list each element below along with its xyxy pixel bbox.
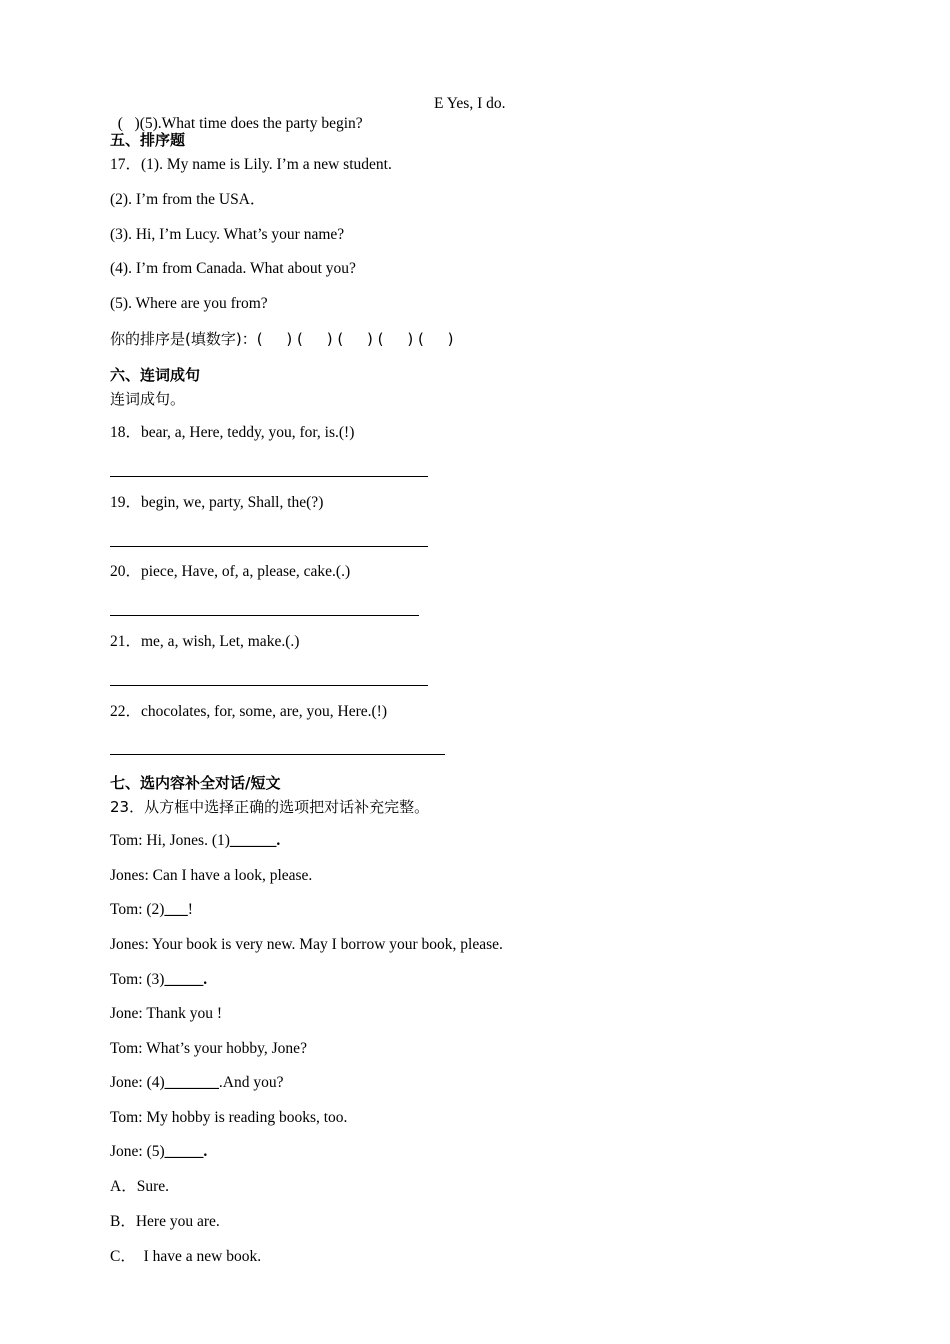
dialogue-line-8: Jone: (4)_______.And you? — [110, 1074, 284, 1091]
q17-line-5: (5). Where are you from? — [110, 295, 268, 312]
q17-line-4: (4). I’m from Canada. What about you? — [110, 260, 356, 277]
dialogue-line-6: Jone: Thank you ! — [110, 1005, 223, 1022]
section5-heading: 五、排序题 — [110, 131, 186, 149]
dialogue-line-5: Tom: (3)_____. — [110, 971, 208, 988]
dialogue-line-10: Jone: (5)_____. — [110, 1143, 208, 1160]
dialogue-line-9: Tom: My hobby is reading books, too. — [110, 1109, 348, 1126]
dialogue-line-7: Tom: What’s your hobby, Jone? — [110, 1040, 307, 1057]
section6-heading: 六、连词成句 — [110, 366, 201, 384]
q19-text: 19．begin, we, party, Shall, the(?) — [110, 494, 324, 511]
section6-instruction: 连词成句。 — [110, 390, 186, 408]
q17-line-1: 17．(1). My name is Lily. I’m a new student. — [110, 156, 392, 173]
q20-text: 20．piece, Have, of, a, please, cake.(.) — [110, 563, 351, 580]
blank-4[interactable]: _______ — [164, 1074, 219, 1091]
q16-item5 — [110, 94, 363, 134]
q22-answer-line[interactable] — [110, 754, 445, 755]
q17-order-prompt[interactable]: 你的排序是(填数字)：( ) ( ) ( ) ( ) ( ) — [110, 330, 454, 348]
blank-5[interactable]: _____. — [164, 1143, 208, 1160]
option-a: A．Sure. — [110, 1178, 169, 1195]
option-c: C． I have a new book. — [110, 1248, 262, 1265]
dialogue-line-4: Jones: Your book is very new. May I borrow your book, please. — [110, 936, 503, 953]
dialogue-line-1: Tom: Hi, Jones. (1)______. — [110, 832, 281, 849]
q17-line-2: (2). I’m from the USA． — [110, 191, 266, 208]
dialogue-line-2: Jones: Can I have a look, please. — [110, 867, 313, 884]
option-b: B．Here you are. — [110, 1213, 220, 1230]
q16-item5-question: ( )(5).What time does the party begin? — [117, 115, 363, 132]
q17-line-3: (3). Hi, I’m Lucy. What’s your name? — [110, 226, 345, 243]
dialogue-line-3: Tom: (2)___! — [110, 901, 193, 918]
q23-instruction: 23．从方框中选择正确的选项把对话补充完整。 — [110, 798, 430, 816]
blank-3[interactable]: _____. — [164, 971, 208, 988]
q18-text: 18．bear, a, Here, teddy, you, for, is.(!) — [110, 424, 355, 441]
q22-text: 22．chocolates, for, some, are, you, Here.(!) — [110, 703, 387, 720]
q18-answer-line[interactable] — [110, 476, 428, 477]
q20-answer-line[interactable] — [110, 615, 419, 616]
q21-text: 21．me, a, wish, Let, make.(.) — [110, 633, 300, 650]
section7-heading: 七、选内容补全对话/短文 — [110, 774, 281, 792]
blank-2[interactable]: ___ — [164, 901, 188, 918]
q21-answer-line[interactable] — [110, 685, 428, 686]
q16-item5-answer: E Yes, I do. — [434, 95, 506, 112]
q19-answer-line[interactable] — [110, 546, 428, 547]
blank-1[interactable]: ______. — [229, 832, 281, 849]
